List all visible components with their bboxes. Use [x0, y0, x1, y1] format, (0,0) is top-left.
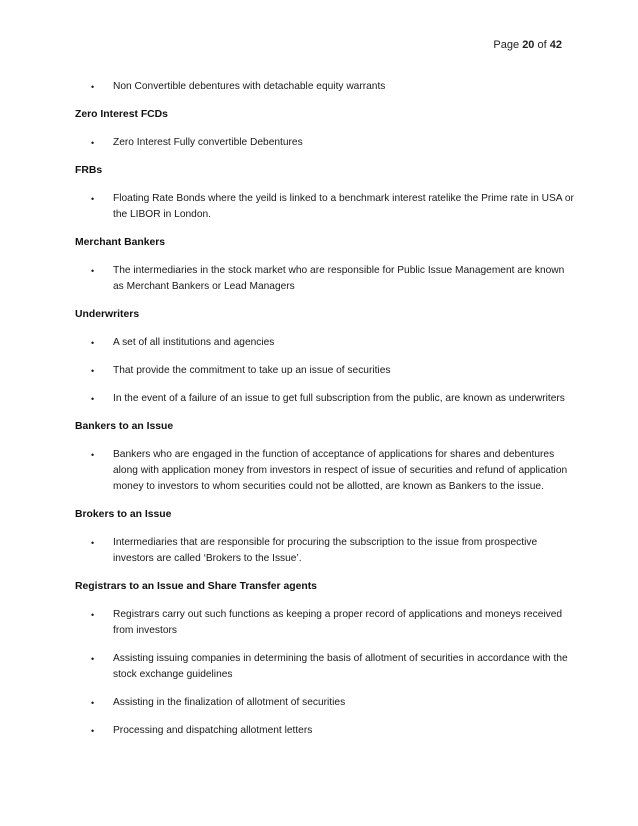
section-title: Registrars to an Issue and Share Transfer agents — [75, 581, 317, 592]
bullet-list — [75, 447, 575, 495]
bullet-list — [75, 335, 575, 407]
list-item-text: Intermediaries that are responsible for procuring the subscription to the issue from prospective investors are called ‘Brokers to the Issue’. — [113, 537, 538, 564]
list-item — [75, 447, 575, 495]
list-item-text: Registrars carry out such functions as keeping a proper record of applications and moneys received from investors — [113, 609, 563, 636]
bullet-icon: • — [91, 82, 95, 92]
bullet-icon: • — [91, 450, 95, 460]
bullet-icon: • — [91, 338, 95, 348]
list-item — [75, 363, 575, 379]
page-of: of — [537, 39, 547, 51]
document-content — [75, 79, 575, 751]
page-current: 20 — [522, 39, 535, 51]
list-item-text: The intermediaries in the stock market who are responsible for Public Issue Management are known as Merchant Bankers or Lead Managers — [113, 265, 565, 292]
list-item-text: Zero Interest Fully convertible Debentures — [113, 137, 303, 148]
bullet-icon: • — [91, 538, 95, 548]
list-item-text: Floating Rate Bonds where the yeild is linked to a benchmark interest ratelike the Prime rate in USA or the LIBOR in London. — [113, 193, 574, 220]
bullet-icon: • — [91, 654, 95, 664]
bullet-icon: • — [91, 610, 95, 620]
bullet-icon: • — [91, 138, 95, 148]
list-item-text: Assisting in the finalization of allotment of securities — [113, 697, 346, 708]
bullet-icon: • — [91, 266, 95, 276]
list-item — [75, 191, 575, 223]
list-item-text: Assisting issuing companies in determining the basis of allotment of securities in accordance with the stock exchange guidelines — [113, 653, 568, 680]
list-item — [75, 391, 575, 407]
list-item-text: Bankers who are engaged in the function of acceptance of applications for shares and debentures along with application money from investors in respect of issue of securities and refund of application money to investors to whom securities could not be allotted, are known as Bankers to the issue. — [113, 449, 568, 492]
section-title: Brokers to an Issue — [75, 509, 172, 520]
list-item — [75, 263, 575, 295]
list-item-text: That provide the commitment to take up an issue of securities — [113, 365, 391, 376]
bullet-icon: • — [91, 698, 95, 708]
section-title: Zero Interest FCDs — [75, 109, 168, 120]
page-prefix: Page — [493, 39, 520, 51]
list-item — [75, 723, 575, 739]
bullet-icon: • — [91, 394, 95, 404]
page-total: 42 — [549, 39, 562, 51]
section-title: Merchant Bankers — [75, 237, 166, 248]
list-item — [75, 79, 575, 95]
bullet-list — [75, 135, 575, 151]
bullet-list — [75, 263, 575, 295]
bullet-icon: • — [91, 726, 95, 736]
list-item-text: In the event of a failure of an issue to get full subscription from the public, are known as underwriters — [113, 393, 565, 404]
section-title: Bankers to an Issue — [75, 421, 174, 432]
list-item-text: Non Convertible debentures with detachable equity warrants — [113, 81, 386, 92]
list-item — [75, 651, 575, 683]
list-item — [75, 607, 575, 639]
bullet-list — [75, 79, 575, 95]
bullet-list — [75, 535, 575, 567]
bullet-list — [75, 607, 575, 739]
list-item — [75, 335, 575, 351]
list-item — [75, 535, 575, 567]
list-item-text: A set of all institutions and agencies — [113, 337, 275, 348]
page-number — [493, 39, 562, 51]
bullet-icon: • — [91, 194, 95, 204]
section-title: FRBs — [75, 165, 103, 176]
bullet-icon: • — [91, 366, 95, 376]
list-item-text: Processing and dispatching allotment letters — [113, 725, 313, 736]
list-item — [75, 135, 575, 151]
bullet-list — [75, 191, 575, 223]
section-title: Underwriters — [75, 309, 140, 320]
list-item — [75, 695, 575, 711]
